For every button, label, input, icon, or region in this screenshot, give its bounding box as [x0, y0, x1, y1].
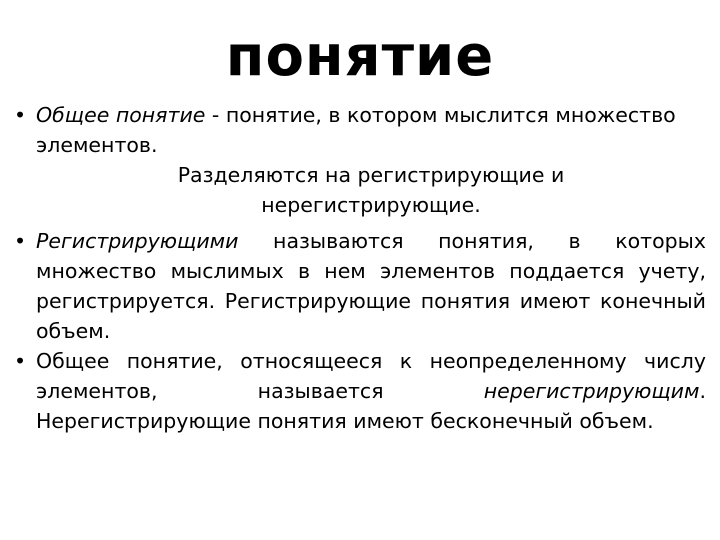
bullet-icon: • [14, 349, 27, 373]
bullet-text [36, 229, 706, 343]
bullet-text [36, 349, 706, 433]
bullet-icon: • [14, 229, 27, 253]
definition-text: Общее понятие, относящееся к неопределенному числу элементов, называется [36, 349, 706, 403]
term-general-concept: Общее понятие [36, 103, 206, 127]
bullet-icon: • [14, 103, 27, 127]
bullet-registering [14, 226, 706, 346]
centered-line-1: Разделяются на регистрирующие и [177, 163, 565, 187]
definition-text: - понятие, в котором мыслится множество элементов. [36, 103, 676, 157]
term-non-registering: нерегистрирующим [483, 379, 700, 403]
slide-content [14, 100, 706, 436]
bullet-general-concept [14, 100, 706, 160]
term-registering: Регистрирующими [36, 229, 239, 253]
slide-title: понятие [225, 24, 495, 89]
centered-line-2: нерегистрирующие. [261, 193, 481, 217]
bullet-text [36, 103, 676, 157]
bullet-non-registering [14, 346, 706, 436]
definition-text: называются понятия, в которых множество мыслимых в нем элементов поддается учету, регистрируется. Регистрирующие понятия имеют конечный объем. [36, 229, 706, 343]
definition-text-end: . Нерегистрирующие понятия имеют бесконечный объем. [36, 379, 706, 433]
